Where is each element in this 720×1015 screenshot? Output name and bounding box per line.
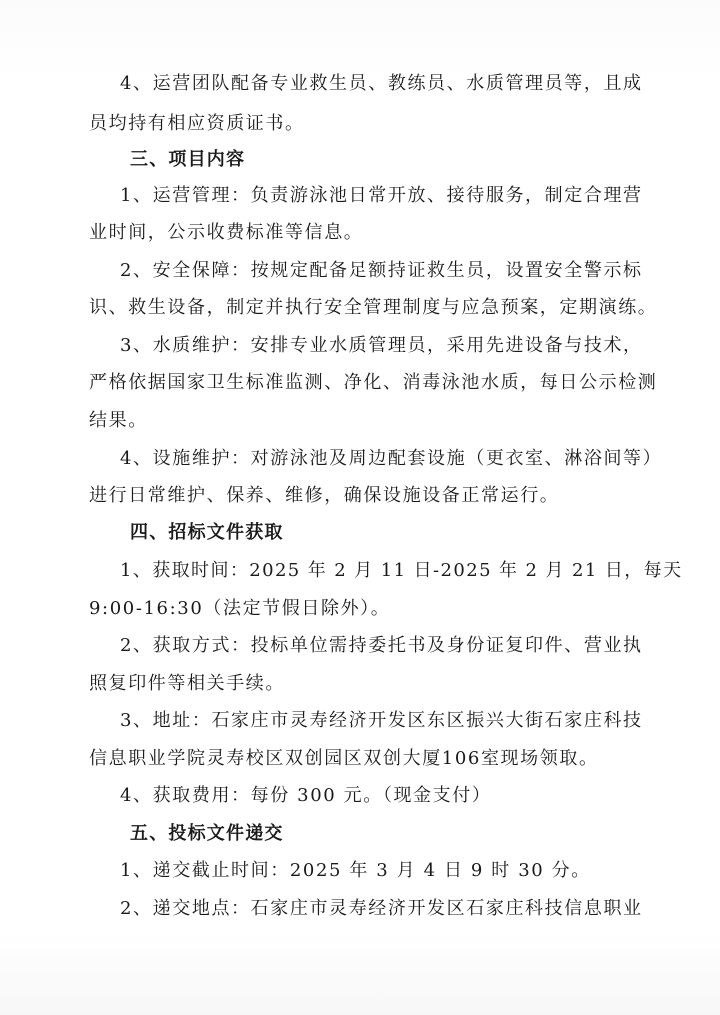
paragraph-line: 进行日常维护、保养、维修，确保设施设备正常运行。: [89, 485, 560, 506]
paragraph-line: 信息职业学院灵寿校区双创园区双创大厦106室现场领取。: [89, 748, 599, 769]
paragraph-line: 3、水质维护：安排专业水质管理员，采用先进设备与技术，: [120, 335, 643, 356]
paragraph-line: 员均持有相应资质证书。: [89, 113, 305, 134]
paragraph-line: 结果。: [89, 410, 148, 431]
paragraph-line: 4、运营团队配备专业救生员、教练员、水质管理员等，且成: [120, 73, 643, 94]
paragraph-line: 识、救生设备，制定并执行安全管理制度与应急预案，定期演练。: [89, 297, 658, 318]
paragraph-line: 3、地址：石家庄市灵寿经济开发区东区振兴大街石家庄科技: [120, 710, 643, 731]
paragraph-line: 2、递交地点：石家庄市灵寿经济开发区石家庄科技信息职业: [120, 898, 643, 919]
paragraph-line: 2、安全保障：按规定配备足额持证救生员，设置安全警示标: [120, 260, 643, 281]
section-heading: 三、项目内容: [130, 149, 246, 170]
paragraph-line: 照复印件等相关手续。: [89, 673, 285, 694]
paragraph-line: 1、获取时间：2025 年 2 月 11 日-2025 年 2 月 21 日，每天: [120, 560, 683, 581]
paragraph-line: 2、获取方式：投标单位需持委托书及身份证复印件、营业执: [120, 635, 643, 656]
section-heading: 五、投标文件递交: [130, 823, 284, 844]
paragraph-line: 1、递交截止时间：2025 年 3 月 4 日 9 时 30 分。: [120, 860, 591, 881]
paragraph-line: 1、运营管理：负责游泳池日常开放、接待服务，制定合理营: [120, 185, 643, 206]
paragraph-line: 4、设施维护：对游泳池及周边配套设施（更衣室、淋浴间等）: [120, 448, 663, 469]
paragraph-line: 业时间，公示收费标准等信息。: [89, 222, 364, 243]
paragraph-line: 4、获取费用：每份 300 元。（现金支付）: [120, 785, 492, 806]
paragraph-line: 严格依据国家卫生标准监测、净化、消毒泳池水质，每日公示检测: [89, 372, 658, 393]
paragraph-line: 9:00-16:30（法定节假日除外）。: [89, 598, 391, 619]
section-heading: 四、招标文件获取: [130, 522, 284, 543]
